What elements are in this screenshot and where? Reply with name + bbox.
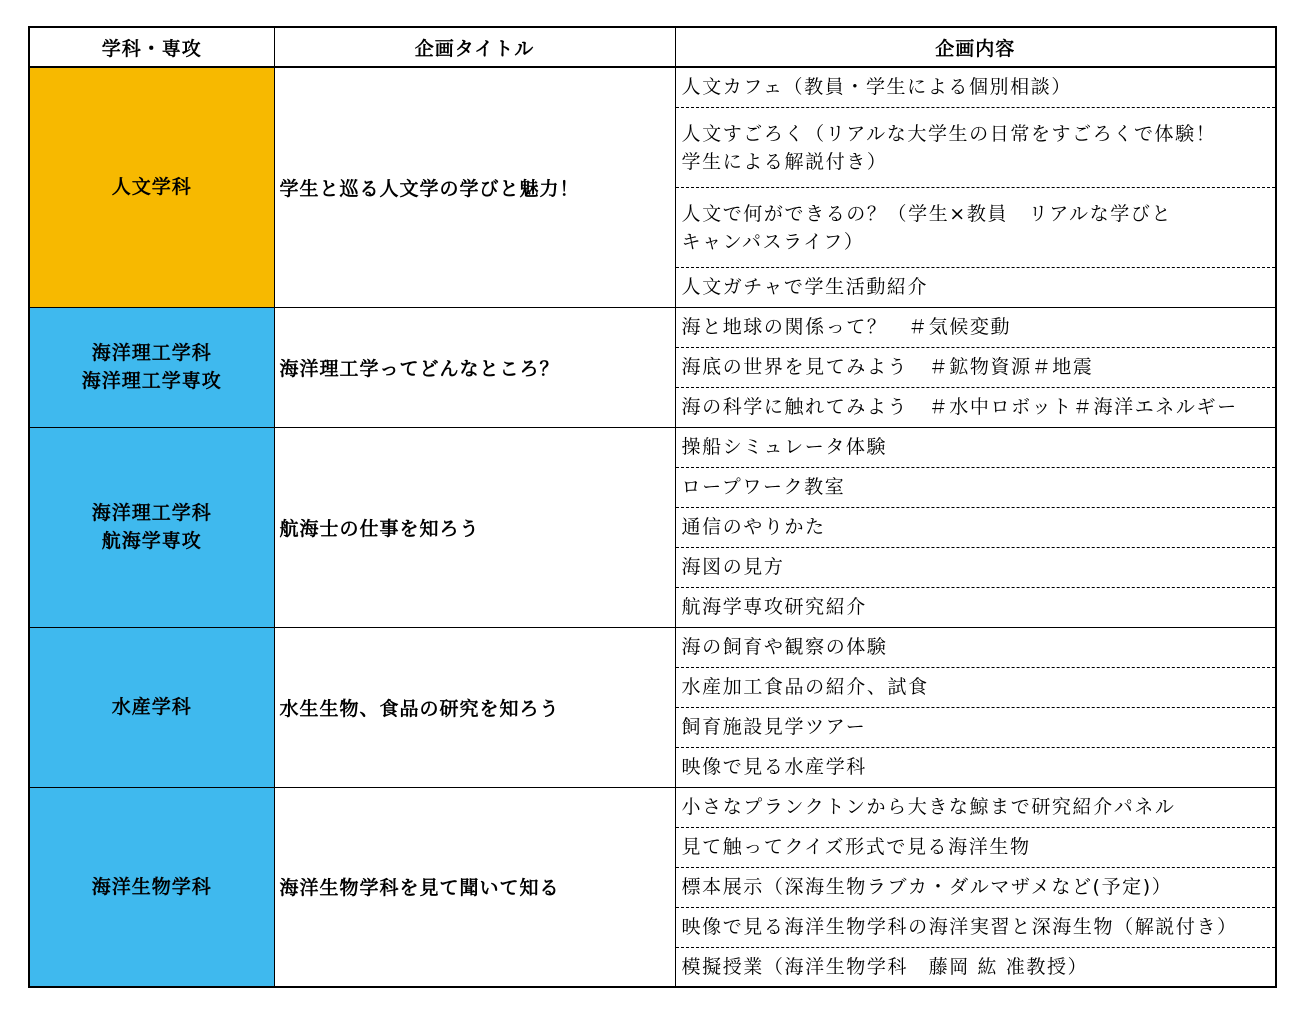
content-text: 映像で見る海洋生物学科の海洋実習と深海生物（解説付き）	[681, 916, 1238, 938]
content-text: 海と地球の関係って？ ＃気候変動	[681, 316, 1012, 338]
dept-major: 海洋理工学専攻	[81, 370, 222, 392]
content-item	[675, 627, 1276, 667]
content-item	[675, 587, 1276, 627]
content-text: 海の飼育や観察の体験	[681, 636, 888, 658]
content-item	[675, 667, 1276, 707]
content-text: 標本展示（深海生物ラブカ・ダルマザメなど(予定)）	[681, 876, 1173, 898]
dept-name: 海洋理工学科	[91, 342, 212, 364]
table-row	[29, 67, 1276, 107]
title-cell-marine-biology: 海洋生物学科を見て聞いて知る	[274, 787, 675, 987]
dept-cell-navigation	[29, 427, 274, 627]
content-text: ロープワーク教室	[681, 476, 846, 498]
content-item	[675, 707, 1276, 747]
table-row	[29, 787, 1276, 827]
content-item	[675, 307, 1276, 347]
dept-name: 海洋生物学科	[91, 875, 212, 898]
content-text: 見て触ってクイズ形式で見る海洋生物	[681, 836, 1031, 858]
content-text: 操船シミュレータ体験	[681, 436, 888, 458]
content-text: キャンパスライフ）	[681, 231, 865, 253]
content-item	[675, 267, 1276, 307]
content-text: 模擬授業（海洋生物学科 藤岡 紘 准教授）	[681, 955, 1089, 978]
content-text: 人文すごろく（リアルな大学生の日常をすごろくで体験！	[681, 123, 1217, 145]
content-text: 航海学専攻研究紹介	[681, 596, 867, 618]
content-text: 飼育施設見学ツアー	[681, 716, 867, 738]
content-item	[675, 547, 1276, 587]
content-item	[675, 387, 1276, 427]
content-text: 人文で何ができるの？（学生×教員 リアルな学びと	[681, 203, 1173, 225]
content-text: 学生による解説付き）	[681, 151, 888, 173]
content-text: 小さなプランクトンから大きな鯨まで研究紹介パネル	[681, 796, 1176, 818]
table-row	[29, 427, 1276, 467]
header-content: 企画内容	[675, 27, 1276, 67]
dept-name: 水産学科	[111, 696, 192, 718]
dept-name: 海洋理工学科	[91, 502, 212, 524]
content-item	[675, 947, 1276, 987]
dept-cell-humanities	[29, 67, 274, 307]
dept-cell-fisheries	[29, 627, 274, 787]
header-row	[29, 27, 1276, 67]
content-item	[675, 107, 1276, 187]
header-dept: 学科・専攻	[29, 27, 274, 67]
title-cell-navigation: 航海士の仕事を知ろう	[274, 427, 675, 627]
content-item	[675, 907, 1276, 947]
content-text: 海底の世界を見てみよう ＃鉱物資源＃地震	[681, 356, 1094, 378]
title-cell-humanities: 学生と巡る人文学の学びと魅力！	[274, 67, 675, 307]
dept-cell-ocean-engineering	[29, 307, 274, 427]
content-item	[675, 347, 1276, 387]
content-item	[675, 467, 1276, 507]
content-text: 映像で見る水産学科	[681, 756, 867, 778]
content-item	[675, 427, 1276, 467]
content-text: 海の科学に触れてみよう ＃水中ロボット＃海洋エネルギー	[681, 396, 1238, 418]
title-cell-fisheries: 水生生物、食品の研究を知ろう	[274, 627, 675, 787]
header-title: 企画タイトル	[274, 27, 675, 67]
table-row	[29, 307, 1276, 347]
content-text: 通信のやりかた	[681, 516, 826, 538]
content-text: 人文ガチャで学生活動紹介	[681, 276, 929, 298]
dept-name: 人文学科	[111, 176, 192, 199]
content-item	[675, 747, 1276, 787]
table-row	[29, 627, 1276, 667]
content-item	[675, 867, 1276, 907]
content-item	[675, 787, 1276, 827]
content-item	[675, 827, 1276, 867]
dept-major: 航海学専攻	[101, 530, 202, 552]
content-text: 水産加工食品の紹介、試食	[681, 676, 929, 698]
title-cell-ocean-engineering: 海洋理工学ってどんなところ？	[274, 307, 675, 427]
content-item	[675, 187, 1276, 267]
program-table	[28, 26, 1277, 988]
content-item	[675, 67, 1276, 107]
content-text: 海図の見方	[681, 556, 785, 578]
content-item	[675, 507, 1276, 547]
content-text: 人文カフェ（教員・学生による個別相談）	[681, 76, 1072, 99]
dept-cell-marine-biology	[29, 787, 274, 987]
